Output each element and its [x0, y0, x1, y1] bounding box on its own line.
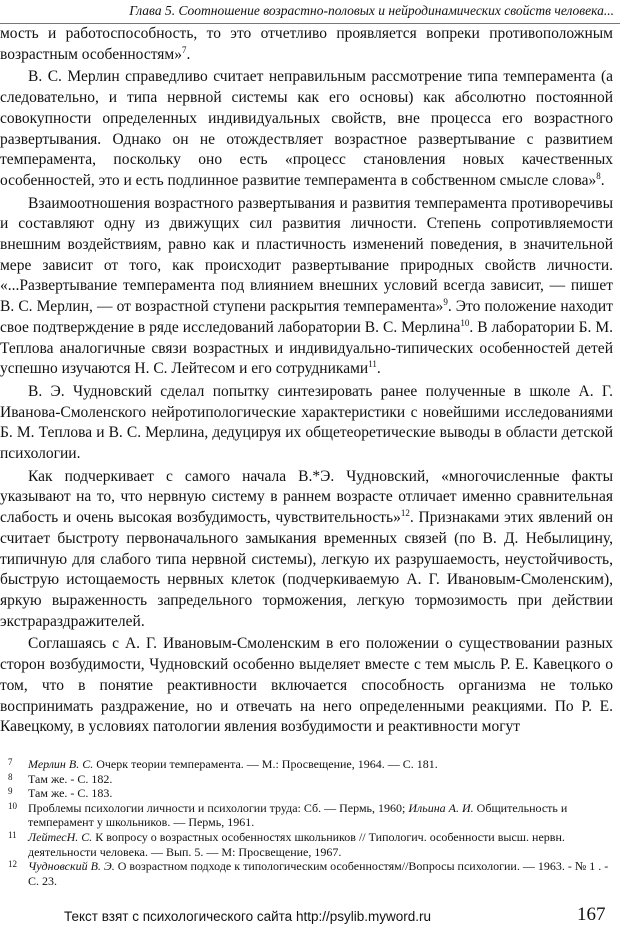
footnote-ref[interactable]: 7: [181, 44, 187, 55]
footnotes: [8, 757, 612, 888]
footnote: 10 Проблемы психологии личности и психологии труда: Сб. — Пермь, 1960; Ильина А. И. Общительность и темперамент у школьников. — Пермь, 1961.: [8, 800, 568, 830]
paragraph: Как подчеркивает с самого начала В.*Э. Чудновский, «многочисленные факты указывают на то, что нервную систему в раннем возрасте отличает именно сравнительная слабость и очень высокая возбудимость, чувствительность»$^{12}$. Признаками этих явлений он считает быстроту первоначального замыкания временных связей (по В. Д. Небылицину, типичную для слабого типа нервной системы), легкую их разрушаемость, неустойчивость, быструю истощаемость нервных клеток (подчеркиваемую А. Г. Ивановым-Смоленским), яркую выраженность запредельного торможения, легкую тормозимость при действии экстрараздражителей.: [0, 467, 613, 630]
page-number: 167: [577, 904, 606, 925]
paragraph: В. С. Мерлин справедливо считает неправильным рассмотрение типа темперамента (а следовательно, и типа нервной системы как его основы) как абсолютно постоянной совокупности определенных индивидуальных свойств, вне процесса его возрастного развертывания. Однако он не отождествляет возрастное развертывание с развитием темперамента, поскольку оно есть «процесс становления новых качественных особенностей, это и есть подлинное развитие темперамента в собственном смысле слова»$^8$.: [0, 68, 613, 189]
footnote: 8 Там же. - С. 182.: [8, 771, 113, 786]
body-text: [0, 24, 613, 740]
footnote-ref[interactable]: 11: [368, 359, 377, 370]
footnote: 11 ЛейтесН. С. К вопросу о возрастных особенностях школьников // Типологич. особенности высш. нервн. деятельности человека. — Вып. 5. — М: Просвещение, 1967.: [8, 829, 565, 859]
running-head: Глава 5. Соотношение возрастно-половых и нейродинамических свойств человека...: [129, 3, 614, 18]
footnote-ref[interactable]: 9: [443, 296, 448, 307]
footnote: 12 Чудновский В. Э. О возрастном подходе к типологическим особенностям//Вопросы психологии. — 1963. - № 1 . - С. 23.: [8, 859, 609, 888]
paragraph: Взаимоотношения возрастного развертывания и развития темперамента противоречивы и составляют одну из движущих сил развития личности. Степень сопротивляемости внешним воздействиям, равно как и пластичность изменений поведения, в значительной мере зависит от того, как происходит развертывание природных свойств личности. «...Развертывание темперамента под влиянием внешних условий всегда зависит, — пишет В. С. Мерлин, — от возрастной ступени раскрытия темперамента»$^9$. Это положение находит свое подтверждение в ряде исследований лаборатории В. С. Мерлина$^{10}$. В лаборатории Б. М. Теплова аналогичные связи возрастных и индивидуально-типических особенностей детей успешно изучаются Н. С. Лейтесом и его сотрудниками$^{11}$.: [0, 194, 613, 378]
paragraph: В. Э. Чудновский сделал попытку синтезировать ранее полученные в школе А. Г. Иванова-Смоленского нейротипологические характеристики с новейшими исследованиями Б. М. Теплова и В. С. Мерлина, дедуцируя их общетеоретические выводы в области детской психологии.: [0, 382, 613, 463]
footnote-ref[interactable]: 8: [596, 170, 601, 181]
footnote: 7 Мерлин В. С. Очерк теории темперамента. — М.: Просвещение, 1964. — С. 181.: [8, 757, 438, 771]
source-note[interactable]: Текст взят с психологического сайта http://psylib.myword.ru: [64, 909, 431, 924]
paragraph: Соглашаясь с А. Г. Ивановым-Смоленским в его положении о существовании разных сторон возбудимости, Чудновский особенно выделяет вместе с тем мысль Р. Е. Кавецкого о том, что в понятие реактивности включается способность организма не только воспринимать раздражение, но и отвечать на него определенными реакциями. По Р. Е. Кавецкому, в условиях патологии явления возбудимости и реактивности могут: [0, 635, 613, 736]
footnote-ref[interactable]: 10: [460, 317, 470, 328]
paragraph: мость и работоспособность, то это отчетливо проявляется вопреки противоположным возрастным особенностям»$^7$.: [0, 25, 613, 63]
footnote-ref[interactable]: 12: [400, 508, 410, 519]
footnote: 9 Там же. - С. 183.: [8, 786, 113, 801]
